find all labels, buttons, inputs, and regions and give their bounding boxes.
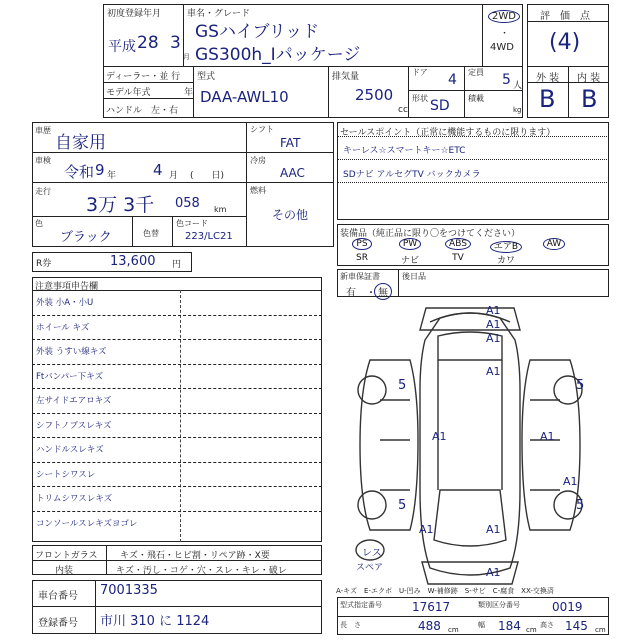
kg-unit: kg: [513, 106, 522, 114]
displacement-label: 排気量: [332, 72, 360, 82]
interior-grade: B: [581, 85, 598, 113]
equipment-item: カワ: [496, 256, 515, 266]
damage-mark-a1: A1: [486, 318, 501, 331]
interior-line-text: キズ・汚し・コゲ・穴・スレ・キレ・破レ: [116, 566, 287, 576]
note-item: シートシワスレ: [36, 469, 96, 480]
damage-mark-5: 5: [576, 498, 585, 513]
class-label: 類別区分番号: [478, 601, 520, 609]
damage-mark-a1: A1: [432, 430, 447, 443]
note-item: コンソールスレキズヨゴレ: [36, 518, 138, 529]
equipment-row2: [338, 253, 530, 266]
drive-2wd: 2WD: [488, 10, 520, 23]
usage-value: 自家用: [55, 133, 106, 153]
recycle-label: R券: [36, 259, 52, 269]
equipment-item: ABS: [434, 239, 482, 252]
capacity-unit: 人: [513, 81, 523, 91]
equipment-row1: [338, 239, 578, 252]
verify-value: 17617: [412, 600, 451, 614]
inspection-year-unit: 年: [107, 171, 117, 181]
color-change-label: 色替: [143, 229, 159, 238]
len-unit: cm: [448, 626, 459, 634]
steering-label: ハンドル 左・右: [106, 106, 179, 116]
note-item: Ftバンパー下キズ: [36, 371, 103, 382]
glass-text: キズ・飛石・ヒビ割・リペア跡・X要: [120, 551, 270, 561]
shape-label: 形状: [412, 94, 428, 103]
mileage-extra: 058: [175, 196, 200, 211]
interior-label: 内 装: [577, 73, 601, 84]
first-reg-label: 初度登録年月: [107, 9, 162, 19]
equipment-item: PW: [386, 239, 434, 252]
plate-label: 登録番号: [38, 618, 78, 629]
inspection-day-unit: ( 日): [190, 171, 225, 181]
warranty-selected: 無: [374, 283, 392, 300]
damage-mark-a1: A1: [563, 475, 578, 488]
chassis-value: 7001335: [100, 583, 158, 598]
damage-mark-a1: A1: [486, 365, 501, 378]
damage-mark-a1: A1: [486, 332, 501, 345]
name-grade-label: 車名・グレード: [187, 9, 251, 19]
inspection-month-unit: 月: [169, 171, 179, 181]
grade-title: 評 価 点: [540, 11, 590, 22]
color-code-label: 色コード: [176, 219, 208, 228]
shift-value: FAT: [280, 136, 301, 150]
glass-label: フロントガラス: [35, 551, 98, 561]
shape-value: SD: [430, 98, 450, 114]
door-label: ドア: [412, 68, 428, 77]
damage-mark-a1: A1: [486, 566, 501, 579]
recycle-value: 13,600: [110, 254, 156, 269]
drive-dot: ・: [500, 29, 510, 39]
door-value: 4: [448, 72, 457, 88]
car-grade: GS300h_Iパッケージ: [195, 45, 361, 65]
len-value: 488: [418, 619, 441, 633]
inspection-label: 車検: [35, 156, 51, 165]
chassis-label: 車台番号: [38, 591, 78, 602]
height-unit: cm: [595, 626, 606, 634]
width-value: 184: [498, 619, 521, 633]
dealer-label: ディーラー・並 行: [106, 72, 181, 82]
len-label: 長 さ: [340, 621, 361, 629]
type-value: DAA-AWL10: [200, 88, 289, 106]
note-item: トリムシワスレキズ: [36, 494, 113, 504]
first-reg-month-unit: 月: [183, 53, 190, 61]
damage-mark-5: 5: [398, 378, 407, 393]
ac-value: AAC: [280, 166, 305, 180]
inspection-year: 9: [95, 161, 105, 179]
fuel-label: 燃料: [250, 186, 266, 195]
verify-label: 型式指定番号: [340, 601, 382, 609]
equipment-item: エアB: [482, 239, 530, 252]
shift-label: シフト: [250, 125, 274, 134]
height-label: 高さ: [540, 621, 554, 629]
spare-label: スペア: [356, 563, 384, 573]
capacity-value: 5: [502, 72, 511, 88]
diagram-legend: A-キズ E-エクボ U-凹み W-補修跡 S-サビ C-腐食 XX-交換済: [336, 587, 554, 595]
note-item: 左サイドエアロキズ: [36, 396, 112, 406]
equipment-item: SR: [356, 253, 368, 263]
class-value: 0019: [552, 600, 583, 614]
damage-mark-5: 5: [398, 498, 407, 513]
note-item: ホイール キズ: [36, 322, 90, 333]
capacity-label: 定員: [468, 68, 484, 77]
sales-points-title: セールスポイント（正常に機能するものに限ります）: [340, 128, 556, 138]
car-name: GSハイブリッド: [195, 22, 320, 42]
interior-line-label: 内装: [55, 566, 74, 576]
equipment-item: AW: [530, 239, 578, 252]
inspection-month: 4: [153, 161, 163, 179]
width-label: 幅: [478, 621, 485, 629]
exterior-label: 外 装: [536, 73, 560, 84]
sales-point-line2: SDナビ アルセグTV バックカメラ: [343, 170, 481, 180]
first-reg-month: 3: [170, 33, 181, 53]
note-item: ハンドルスレキズ: [36, 445, 104, 455]
grade-score: (4): [549, 30, 581, 55]
mileage-value: 3万 3千: [86, 194, 155, 216]
notes-title: 注意事項申告欄: [35, 282, 99, 292]
ac-label: 冷房: [250, 156, 266, 165]
exterior-grade: B: [539, 85, 556, 113]
mileage-label: 走行: [35, 187, 51, 196]
fuel-value: その他: [272, 208, 309, 222]
equipment-item: TV: [452, 253, 464, 263]
owner-label: 後日品: [402, 272, 426, 281]
equipment-item: ナビ: [400, 256, 419, 266]
load-label: 積載: [468, 94, 484, 103]
first-reg-year: 28: [137, 33, 159, 53]
width-unit: cm: [526, 626, 537, 634]
warranty-options: 有 ・: [346, 288, 376, 299]
damage-mark-5: 5: [576, 378, 585, 393]
usage-label: 車歴: [35, 126, 51, 135]
damage-mark-a1: A1: [486, 523, 501, 536]
damage-mark-a1: A1: [486, 304, 501, 317]
first-reg-era: 平成: [108, 39, 136, 55]
plate-value: 市川 310 に 1124: [100, 614, 210, 629]
color-code-value: 223/LC21: [185, 231, 233, 242]
note-item: 外装 小A・小U: [36, 298, 94, 308]
equipment-title: 装備品（純正品に限り〇をつけてください）: [340, 229, 521, 239]
km-unit: km: [214, 205, 227, 214]
model-year-label: モデル年式: [106, 88, 151, 98]
drive-4wd: 4WD: [490, 42, 514, 53]
spare-circle: レス: [362, 548, 382, 559]
recycle-unit: 円: [172, 260, 182, 270]
height-value: 145: [565, 619, 588, 633]
damage-mark-a1: A1: [540, 430, 555, 443]
model-year-unit: 年: [184, 88, 194, 98]
sales-point-line1: キーレス☆スマートキー☆ETC: [343, 146, 466, 156]
warranty-label: 新車保証書: [340, 272, 380, 281]
type-label: 型式: [197, 72, 216, 82]
equipment-item: PS: [338, 239, 386, 252]
damage-mark-a1: A1: [419, 523, 434, 536]
color-value: ブラック: [60, 230, 112, 245]
displacement-value: 2500: [355, 86, 394, 104]
color-label: 色: [35, 219, 43, 228]
cc-unit: cc: [398, 105, 408, 115]
note-item: 外装 うすい線キズ: [36, 347, 107, 357]
note-item: シフトノブスレキズ: [36, 420, 112, 431]
inspection-era: 令和: [64, 163, 95, 181]
